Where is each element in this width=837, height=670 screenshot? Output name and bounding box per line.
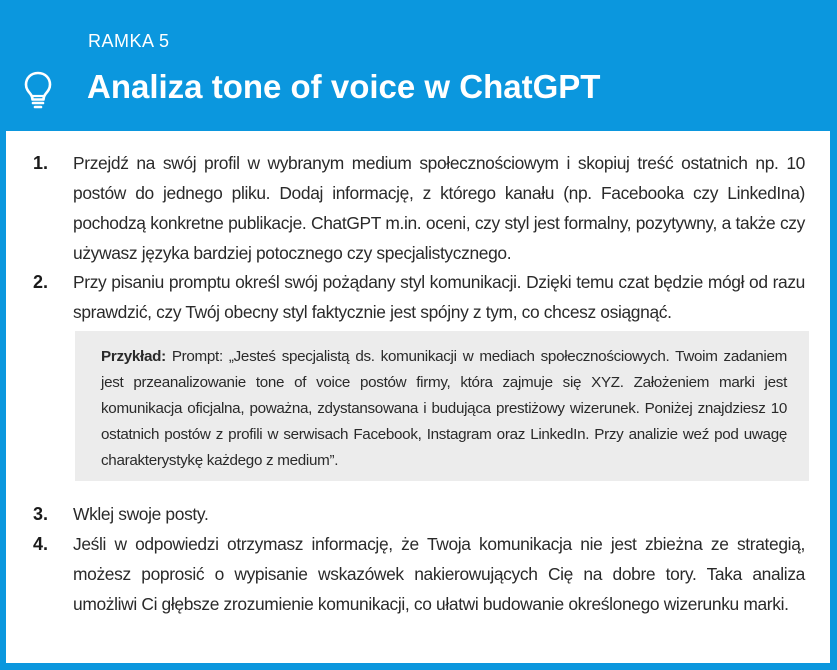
step-text: Wklej swoje posty. — [73, 504, 209, 524]
example-text: Prompt: „Jesteś specjalistą ds. komunikacji w mediach społecznościowych. Twoim zadaniem jest przeanalizowanie tone of voice postów firmy, która zajmuje się XYZ. Założeniem marki jest komunikacja oficjalna, poważna, zdystansowana i budująca prestiżowy wizerunek. Poniżej znajdziesz 10 ostatnich postów z profili w serwisach Facebook, Instagram oraz LinkedIn. Przy analizie weź pod uwagę charakterystykę każdego z medium”. — [101, 348, 787, 469]
example-label: Przykład: — [101, 348, 166, 365]
box-kicker: RAMKA 5 — [88, 31, 170, 51]
box-header — [0, 0, 837, 130]
step-text: Jeśli w odpowiedzi otrzymasz informację, że Twoja komunikacja nie jest zbieżna ze strategią, możesz poprosić o wypisanie wskazówek nakierowujących Cię na dobre tory. Taka analiza umożliwi Ci głębsze zrozumienie komunikacji, co ułatwi budowanie określonego wizerunku marki. — [73, 534, 805, 614]
lightbulb-icon — [23, 71, 53, 111]
box-content — [6, 131, 830, 663]
step-text: Przejdź na swój profil w wybranym medium społecznościowym i skopiuj treść ostatnich np. 10 postów do jednego pliku. Dodaj informację, z którego kanału (np. Facebooka czy LinkedIna) pochodzą konkretne publikacje. ChatGPT m.in. oceni, czy styl jest formalny, pozytywny, a także czy używasz języka bardziej potocznego czy specjalistycznego. — [73, 153, 805, 263]
step-number: 1. — [33, 153, 49, 173]
box-title: Analiza tone of voice w ChatGPT — [87, 68, 601, 105]
example-box — [75, 331, 809, 481]
step-text: Przy pisaniu promptu określ swój pożądany styl komunikacji. Dzięki temu czat będzie mógł od razu sprawdzić, czy Twój obecny styl faktycznie jest spójny z tym, co chcesz osiągnąć. — [73, 272, 805, 322]
step-number: 4. — [33, 534, 49, 554]
step-number: 2. — [33, 272, 49, 292]
step-number: 3. — [33, 504, 49, 524]
